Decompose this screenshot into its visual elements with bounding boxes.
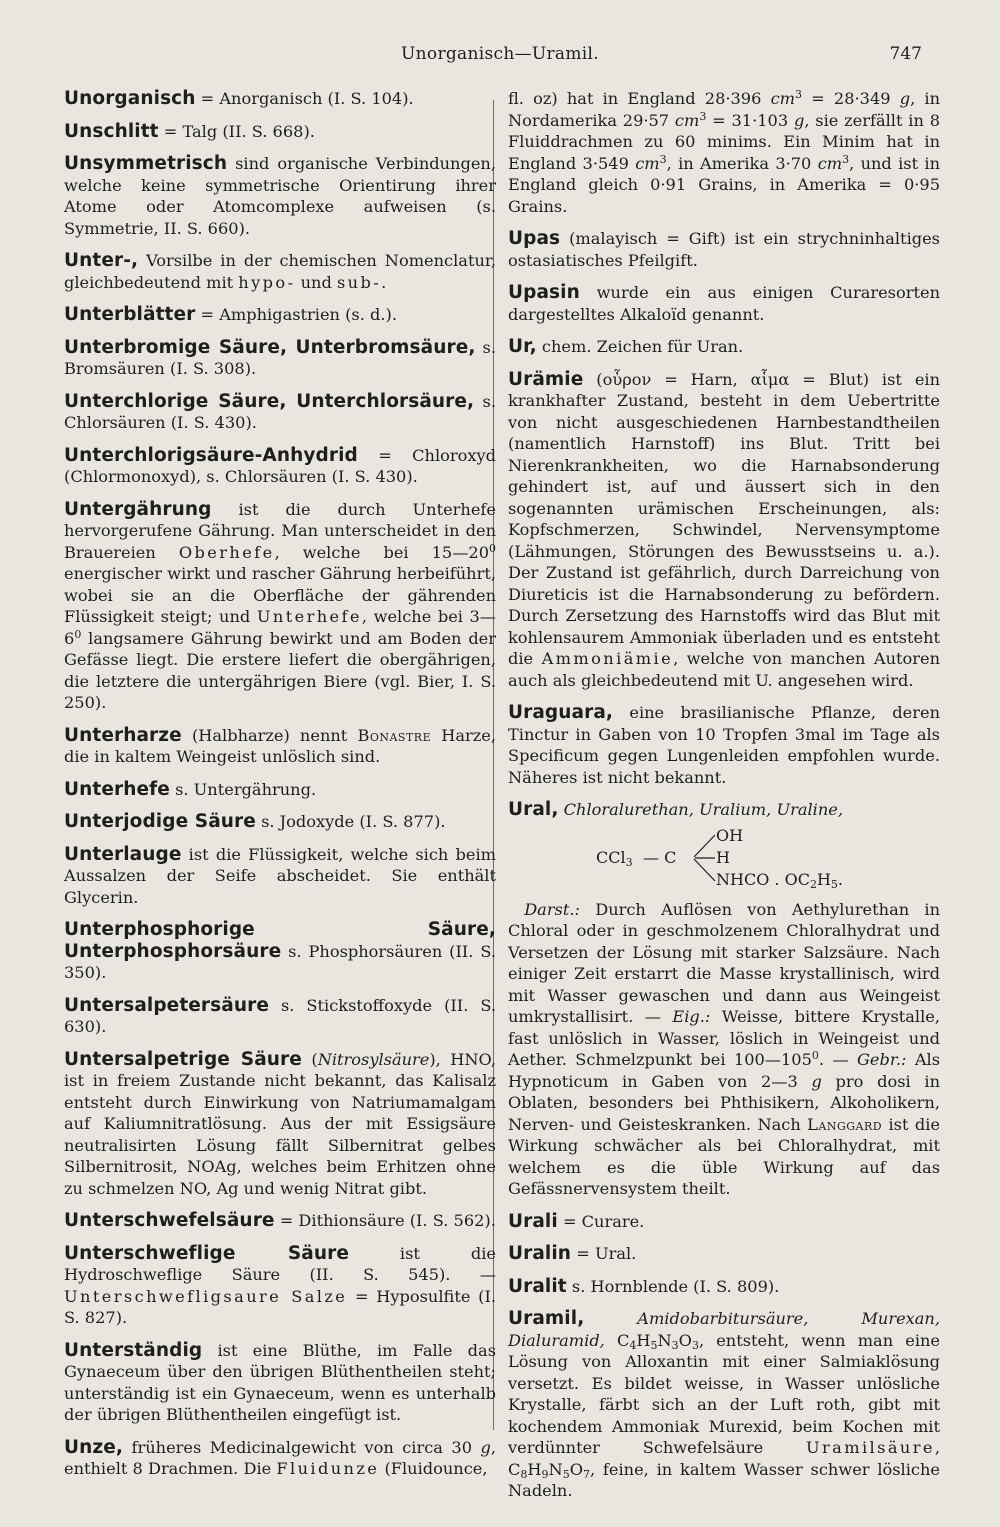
headword: Unterblätter xyxy=(64,304,196,325)
entry-uramil: Uramil, Amidobarbitursäure, Murexan, Dialuramid, $C_4H_5N_3O_3$, entsteht, wenn man eine Lösung von Alloxantin mit einer Salmiaklösung versetzt. Es bildet weisse, in Wasser unlösliche Krystalle, färbt sich an der Luft roth, gibt mit kochendem Ammoniak Murexid, beim Kochen mit verdünnter Schwefelsäure Uramilsäure, $C_8H_9N_5O_7$, feine, in kaltem Wasser schwer lösliche Nadeln. xyxy=(508,1308,941,1500)
synonyms: Amidobarbitursäure, Murexan, Dialuramid, xyxy=(508,1309,940,1350)
headword: Uramil, xyxy=(508,1308,585,1329)
structural-formula xyxy=(508,825,940,891)
formula-oh: OH xyxy=(716,825,744,845)
label-darst: Darst.: xyxy=(524,899,580,919)
formula-h: H xyxy=(716,847,730,867)
degree-mark: 0 xyxy=(811,1049,819,1062)
synonyms: Chloralurethan, Uralium, Uraline, xyxy=(563,800,843,819)
entry-text: chem. Zeichen für Uran. xyxy=(536,337,744,356)
entry-text: Weisse, bittere Krystalle, fast unlöslich in Wasser, löslich in Weingeist und Aether. Schmelzpunkt bei 100—105 xyxy=(508,1007,940,1069)
unit-symbol: cm xyxy=(817,153,843,173)
formula-carbon: — C xyxy=(643,847,677,867)
entry-ur xyxy=(508,336,940,358)
entry-unze-continued xyxy=(508,88,940,217)
entry-unschlitt xyxy=(64,121,496,143)
entry-unterschweflige-saeure xyxy=(64,1243,496,1329)
headword: Unterhefe xyxy=(64,778,170,800)
degree-mark: 0 xyxy=(74,627,82,641)
entry-uraemie xyxy=(508,369,940,692)
entry-text: = Hyposulfite (I. S. 827). xyxy=(64,1286,496,1327)
entry-text: Harze, die in kaltem Weingeist unlöslich sind. xyxy=(64,725,496,766)
unit-symbol: cm xyxy=(674,110,700,130)
label-gebr: Gebr.: xyxy=(857,1050,907,1069)
entry-ural xyxy=(508,799,940,1200)
exponent: 3 xyxy=(659,152,667,166)
spaced-term: Unterschwefligsaure Salze xyxy=(64,1286,348,1306)
formula-ccl: CCl$_3$ xyxy=(596,847,633,869)
headword: Uralit xyxy=(508,1275,567,1297)
entry-text: ist eine Blüthe, im Falle das Gynaeceum über den übrigen Blüthentheilen steht; unterständig ist ein Gynaeceum, wenn es unterhalb der übrigen Blüthentheilen eingefügt ist. xyxy=(64,1340,496,1424)
headword: Unterphosphorige Säure, Unterphosphorsäure xyxy=(64,919,496,962)
entry-text: (οὖρον = Harn, αἷμα = Blut) ist ein krankhafter Zustand, besteht in dem Uebertritte von nicht ausgeschiedenen Harnbestandtheilen (namentlich Harnstoff) ins Blut. Tritt bei Nierenkrankheiten, wo die Harnabsonderung gehindert ist, auf und äussert sich in den sogenannten urämischen Erscheinungen, als: Kopfschmerzen, Schwindel, Nervensymptome (Lähmungen, Störungen des Bewusstseins u. a.). Der Zustand ist gefährlich, durch Darreichung von Diureticis ist die Harnabsonderung zu befördern. Durch Zersetzung des Harnstoffs wird das Blut mit kohlensaurem Ammoniak überladen und es entsteht die xyxy=(508,369,940,668)
degree-mark: 0 xyxy=(489,541,496,555)
entry-unterjodige-saeure xyxy=(64,811,496,833)
exponent: 3 xyxy=(699,109,707,123)
left-column xyxy=(64,88,496,1491)
entry-text: Als Hypnoticum in Gaben von 2—3 xyxy=(508,1050,940,1091)
unit-symbol: g xyxy=(480,1437,491,1457)
entry-unterphosphorige-saeure xyxy=(64,919,496,984)
entry-upasin xyxy=(508,282,940,325)
headword: Unterschwefelsäure xyxy=(64,1210,275,1231)
headword: Unterchlorigsäure-Anhydrid xyxy=(64,444,358,466)
entry-text: , welche bei 3—6 xyxy=(64,607,496,648)
exponent: 3 xyxy=(842,152,850,166)
entry-text: s. Untergährung. xyxy=(169,779,317,799)
spaced-term: Fluidunze xyxy=(276,1459,380,1478)
page-number: 747 xyxy=(889,44,922,64)
entry-text: ( xyxy=(301,1049,318,1069)
unit-symbol: cm xyxy=(770,89,795,108)
entry-text: , und ist in England gleich 0·91 Grains, in Amerika = 0·95 Grains. xyxy=(508,153,941,216)
headword: Ur, xyxy=(508,336,537,357)
formula-nhco: NHCO . $OC_2H_5$. xyxy=(716,869,843,891)
entry-text: , welche von manchen Autoren auch als gleichbedeutend mit U. angesehen wird. xyxy=(508,649,940,690)
headword: Untersalpetersäure xyxy=(64,994,269,1016)
entry-text: = Amphigastrien (s. d.). xyxy=(195,305,397,324)
entry-text: = Talg (II. S. 668). xyxy=(158,121,315,141)
entry-untersalpetrige-saeure xyxy=(64,1049,496,1200)
entry-unsymmetrisch xyxy=(64,153,496,239)
headword: Unterharze xyxy=(64,724,182,746)
headword: Uraguara, xyxy=(508,702,614,723)
entry-text: Vorsilbe in der chemischen Nomenclatur, gleichbedeutend mit xyxy=(64,251,496,292)
entry-text: , in Amerika 3·70 xyxy=(666,153,818,173)
entry-text: ist die durch Unterhefe hervorgerufene Gährung. Man unterscheidet in den Brauereien xyxy=(64,499,496,562)
entry-text: (Halbharze) nennt xyxy=(181,725,358,745)
entry-text: ist die Flüssigkeit, welche sich beim Aussalzen der Seife abscheidet. Sie enthält Glycerin. xyxy=(64,844,496,907)
entry-text: , entsteht, wenn man eine Lösung von Alloxantin mit einer Salmiaklösung versetzt. Es bildet weisse, in Wasser unlösliche Krystalle, färbt sich an der Luft roth, gibt mit kochendem Ammoniak Murexid, beim Kochen mit verdünnter Schwefelsäure xyxy=(508,1330,941,1457)
entry-text: s. Jodoxyde (I. S. 877). xyxy=(255,812,446,831)
spaced-term: Uramilsäure xyxy=(806,1438,935,1457)
headword: Unze, xyxy=(64,1436,124,1458)
headword: Unterschweflige Säure xyxy=(64,1242,349,1264)
author-name: Bonastre xyxy=(357,725,432,745)
headword: Untersalpetrige Säure xyxy=(64,1048,302,1070)
entry-text: = Ural. xyxy=(571,1244,637,1263)
headword: Ural, xyxy=(508,799,559,820)
headword: Unorganisch xyxy=(64,88,196,109)
entry-unterstaendig xyxy=(64,1340,496,1426)
entry-unterchlorige-saeure xyxy=(64,391,496,434)
headword: Urämie xyxy=(508,368,584,390)
headword: Unsymmetrisch xyxy=(64,153,228,174)
entry-text: s. Stickstoffoxyde (II. S. 630). xyxy=(64,995,496,1036)
headword: Untergährung xyxy=(64,498,212,520)
entry-upas xyxy=(508,228,940,271)
entry-unterhefe xyxy=(64,779,496,801)
entry-unterbromige-saeure xyxy=(64,337,496,380)
entry-text: (Fluidounce, xyxy=(379,1459,488,1478)
entry-unterblaetter xyxy=(64,304,496,326)
entry-text: = Chloroxyd (Chlormonoxyd), s. Chlorsäuren (I. S. 430). xyxy=(64,445,496,486)
entry-text: Durch Auflösen von Aethylurethan in Chloral oder in geschmolzenem Chloralhydrat und Versetzen der Lösung mit starker Salzsäure. Nach einiger Zeit erstarrt die Masse krystallinisch, wird mit Wasser gewaschen und dann aus Weingeist umkrystallisirt. — xyxy=(508,899,940,1026)
entry-text: pro dosi in Oblaten, besonders bei Phthisikern, Alkoholikern, Nerven- und Geisteskranken. Nach xyxy=(508,1071,941,1134)
entry-text: früheres Medicinalgewicht von circa 30 xyxy=(123,1437,481,1457)
entry-text: langsamere Gährung bewirkt und am Boden der Gefässe liegt. Die erstere liefert die obergährigen, die letztere die untergährigen Biere (vgl. Bier, I. S. 250). xyxy=(64,628,496,712)
headword: Unterjodige Säure xyxy=(64,811,256,832)
entry-untersalpetersaeure xyxy=(64,995,496,1038)
entry-urali xyxy=(508,1211,940,1233)
spaced-term: Oberhefe xyxy=(178,542,275,562)
entry-text: energischer wirkt und rascher Gährung herbeiführt, wobei sie an die Oberfläche der gährenden Flüssigkeit steigt; und xyxy=(64,564,496,626)
entry-text: , C xyxy=(508,1438,940,1479)
entry-text: = Dithionsäure (I. S. 562). xyxy=(274,1211,496,1230)
entry-text: s. Phosphorsäuren (II. S. 350). xyxy=(64,941,496,982)
unit-symbol: g xyxy=(811,1071,822,1091)
headword: Upasin xyxy=(508,282,580,303)
headword: Unterbromige Säure, Unterbromsäure, xyxy=(64,336,476,358)
entry-text: , welche bei 15—20 xyxy=(274,542,489,562)
headword: Upas xyxy=(508,228,561,249)
entry-uralin xyxy=(508,1243,940,1265)
label-eig: Eig.: xyxy=(672,1007,711,1026)
entry-text: , sie zerfällt in 8 Fluiddrachmen zu 60 minims. Ein Minim hat in England 3·549 xyxy=(508,110,940,173)
entry-text: . xyxy=(381,272,387,292)
entry-text: , in Nordamerika 29·57 xyxy=(508,89,940,130)
entry-unze xyxy=(64,1437,496,1480)
entry-ural-body xyxy=(508,899,940,1200)
unit-symbol: g xyxy=(899,89,911,108)
entry-text: s. Chlorsäuren (I. S. 430). xyxy=(64,391,496,432)
entry-text: ), HNO, ist in freiem Zustande nicht bekannt, das Kalisalz entsteht durch Einwirkung von Natriumamalgam auf Kaliumnitratlösung. Aus der mit Essigsäure neutralisirten Lösung fällt Silbernitrat gelbes Silbernitrosit, NOAg, welches beim Erhitzen ohne zu schmelzen NO, Ag und wenig Nitrat gibt. xyxy=(64,1049,497,1198)
spaced-term: hypo- xyxy=(238,272,296,292)
entry-text: = 31·103 xyxy=(706,110,794,130)
headword: Unterchlorige Säure, Unterchlorsäure, xyxy=(64,390,475,412)
entry-text: ist die Hydroschweflige Säure (II. S. 545). — xyxy=(64,1243,496,1284)
entry-text: s. Bromsäuren (I. S. 308). xyxy=(64,337,496,378)
entry-unter xyxy=(64,250,496,293)
unit-symbol: g xyxy=(793,110,805,130)
entry-uralit xyxy=(508,1276,940,1298)
entry-text: sind organische Verbindungen, welche keine symmetrische Orientirung ihrer Atome oder Atomcomplexe aufweisen (s. Symmetrie, II. S. 660). xyxy=(64,154,496,238)
entry-text: , feine, in kaltem Wasser schwer lösliche Nadeln. xyxy=(508,1459,940,1500)
entry-text: (malayisch = Gift) ist ein strychninhaltiges ostasiatisches Pfeilgift. xyxy=(508,229,940,270)
headword: Unterständig xyxy=(64,1339,203,1361)
entry-text: s. Hornblende (I. S. 809). xyxy=(566,1276,780,1296)
entry-text: fl. oz) hat in England 28·396 xyxy=(508,89,771,108)
headword: Unter-, xyxy=(64,250,139,271)
entry-unterlauge xyxy=(64,844,496,909)
spaced-term: Unterhefe xyxy=(256,607,362,626)
author-name: Langgard xyxy=(807,1114,883,1134)
entry-text: wurde ein aus einigen Curaresorten dargestelltes Alkaloïd genannt. xyxy=(508,283,940,324)
spaced-term: Ammoniämie xyxy=(541,649,674,668)
headword: Unschlitt xyxy=(64,120,159,142)
entry-text: eine brasilianische Pflanze, deren Tinctur in Gaben von 10 Tropfen 3mal im Tage als Specificum gegen Lungenleiden empfohlen wurde. Näheres ist nicht bekannt. xyxy=(508,703,940,787)
unit-symbol: cm xyxy=(635,153,660,173)
headword: Urali xyxy=(508,1210,558,1232)
exponent: 3 xyxy=(795,88,802,101)
entry-unterchlorigsaeure-anhydrid xyxy=(64,445,496,488)
entry-text: = Anorganisch (I. S. 104). xyxy=(195,89,414,108)
running-head: Unorganisch—Uramil. xyxy=(401,44,599,64)
entry-text: und xyxy=(295,272,337,292)
entry-unterharze xyxy=(64,725,496,768)
entry-untergaehrung xyxy=(64,499,496,714)
italic-term: Nitrosylsäure xyxy=(317,1049,430,1069)
entry-unterschwefelsaeure xyxy=(64,1210,496,1232)
entry-text: = Curare. xyxy=(557,1211,645,1231)
entry-text: . — xyxy=(818,1050,857,1069)
headword: Unterlauge xyxy=(64,843,182,865)
entry-uraguara xyxy=(508,702,940,788)
spaced-term: sub- xyxy=(336,272,382,292)
entry-ural-head xyxy=(508,799,940,821)
headword: Uralin xyxy=(508,1243,572,1264)
entry-text: , enthielt 8 Drachmen. Die xyxy=(64,1437,496,1478)
right-column xyxy=(508,88,940,1513)
entry-unorganisch xyxy=(64,88,496,110)
entry-text: ist die Wirkung schwächer als bei Chloralhydrat, mit welchem es die üble Wirkung auf das Gefässnervensystem theilt. xyxy=(508,1114,940,1198)
entry-text: = 28·349 xyxy=(802,89,900,108)
formula-text: C xyxy=(604,1330,630,1350)
